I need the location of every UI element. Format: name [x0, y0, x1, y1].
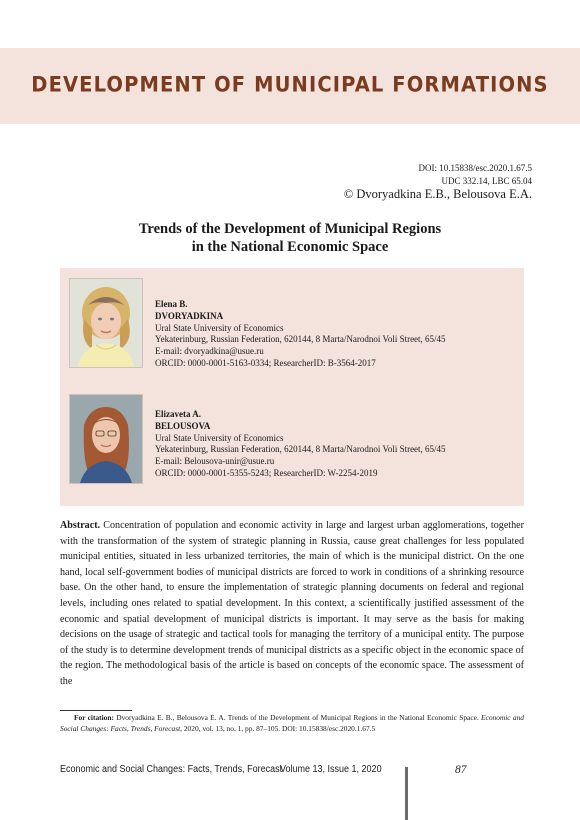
- author-email: E-mail: Belousova-unir@usue.ru: [155, 456, 275, 467]
- abstract: [60, 518, 524, 690]
- author-ids: ORCID: 0000-0001-5355-5243; ResearcherID: W-2254-2019: [155, 467, 378, 478]
- abstract-label: Abstract.: [60, 520, 101, 531]
- author-first-name: Elizaveta A.: [155, 409, 201, 419]
- footnote-divider: [60, 710, 132, 711]
- citation-text: Dvoryadkina E. B., Belousova E. A. Trends of the Development of Municipal Regions in the National Economic Space.: [116, 713, 479, 722]
- citation-journal: Economic and Social Changes: Facts, Trends, Forecast: [60, 713, 524, 733]
- article-title-line-2: in the National Economic Space: [191, 239, 389, 255]
- author-first-name: Elena B.: [155, 299, 188, 309]
- citation-details: , 2020, vol. 13, no. 1, pp. 87–105. DOI: 10.15838/esc.2020.1.67.5: [180, 723, 376, 733]
- author-email: E-mail: dvoryadkina@usue.ru: [155, 346, 264, 357]
- author-ids: ORCID: 0000-0001-5163-0334; ResearcherID: B-3564-2017: [155, 357, 376, 368]
- portrait-image: [70, 279, 142, 367]
- udc-lbc: UDC 332.14, LBC 65.04: [441, 176, 532, 186]
- abstract-text: Concentration of population and economic activity in large and largest urban agglomerations, together with the transformation of the system of strategic planning in Russia, cause great challenges for less populated municipal entities, situated in less urbanized territories, the main of which is the municipal district. On the one hand, local self-government bodies of municipal districts are forced to work in conditions of a shrinking resource base. On the other hand, to ensure the implementation of strategic planning documents on federal and regional levels, including ones related to spatial development. In this context, a scientifically justified assessment of the economic and spatial development of municipal districts is important. It may serve as the basis for making decisions on the usage of strategic and tactical tools for managing the territory of a municipal entity. The purpose of the study is to determine development trends of municipal districts as a specific object in the economic space of the region. The methodological basis of the article is based on concepts of the economic space. The assessment of the: [60, 520, 524, 687]
- article-title-line-1: Trends of the Development of Municipal Regions: [138, 221, 442, 237]
- author-last-name: BELOUSOVA: [155, 420, 211, 431]
- portrait-image: [70, 395, 142, 483]
- author-photo-2: [69, 394, 143, 484]
- author-info-2: [155, 409, 515, 480]
- copyright: © Dvoryadkina E.B., Belousova E.A.: [343, 187, 532, 201]
- citation-label: For citation:: [74, 713, 114, 722]
- author-info-1: [155, 299, 515, 370]
- author-affiliation: Ural State University of Economics: [155, 432, 284, 443]
- section-title: DEVELOPMENT OF MUNICIPAL FORMATIONS: [31, 72, 549, 97]
- author-affiliation: Ural State University of Economics: [155, 322, 284, 333]
- author-address: Yekaterinburg, Russian Federation, 620144, 8 Marta/Narodnoi Voli Street, 65/45: [155, 444, 446, 455]
- footer-journal-name: Economic and Social Changes: Facts, Trends, Forecast: [60, 764, 283, 775]
- doi: DOI: 10.15838/esc.2020.1.67.5: [418, 163, 532, 173]
- page-number: 87: [455, 764, 467, 776]
- citation-footnote: [60, 713, 524, 734]
- footer-divider-bar: [405, 767, 408, 820]
- author-photo-1: [69, 278, 143, 368]
- footer-volume: Volume 13, Issue 1, 2020: [280, 764, 382, 775]
- author-last-name: DVORYADKINA: [155, 310, 224, 321]
- author-address: Yekaterinburg, Russian Federation, 620144, 8 Marta/Narodnoi Voli Street, 65/45: [155, 334, 446, 345]
